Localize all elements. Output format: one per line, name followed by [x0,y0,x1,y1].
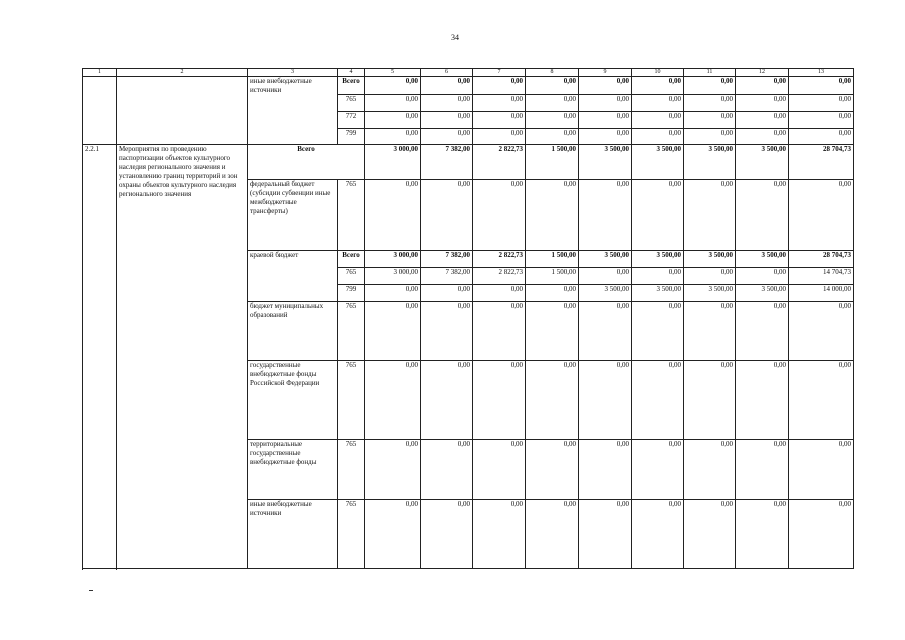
value-cell: 0,00 [789,112,854,129]
value-cell: 0,00 [632,302,684,361]
budget-table [82,68,854,569]
value-cell: 3 500,00 [579,251,632,268]
value-cell: 0,00 [736,302,789,361]
value-cell: 7 382,00 [421,268,473,285]
value-cell: 0,00 [684,361,736,440]
value-cell: 0,00 [684,440,736,500]
value-cell: 0,00 [579,77,632,95]
source-code: 765 [338,180,365,251]
regional-budget-label: краевой бюджет [248,251,338,302]
value-cell: 1 500,00 [526,145,579,180]
value-cell: 0,00 [473,361,526,440]
value-cell: 0,00 [421,112,473,129]
value-cell: 0,00 [736,268,789,285]
value-cell: 0,00 [579,268,632,285]
source-code: 765 [338,302,365,361]
value-cell: 3 500,00 [736,251,789,268]
value-cell: 0,00 [632,361,684,440]
column-number: 6 [421,69,473,77]
value-cell: 0,00 [473,95,526,112]
column-number-row [83,69,854,77]
source-code: 765 [338,500,365,569]
value-cell: 0,00 [736,500,789,569]
value-cell: 0,00 [421,77,473,95]
value-cell: 0,00 [473,77,526,95]
value-cell: 28 704,73 [789,251,854,268]
value-cell: 0,00 [526,440,579,500]
value-cell: 14 704,73 [789,268,854,285]
value-cell: 0,00 [365,129,421,145]
value-cell: 0,00 [365,112,421,129]
value-cell: 0,00 [365,95,421,112]
value-cell: 0,00 [789,361,854,440]
cont-source-cell: иные внебюджетные источники [248,77,338,145]
value-cell: 3 500,00 [736,285,789,302]
value-cell: 3 000,00 [365,251,421,268]
source-code: Всего [338,77,365,95]
source-code: 799 [338,129,365,145]
value-cell: 0,00 [365,285,421,302]
value-cell: 1 500,00 [526,251,579,268]
value-cell: 0,00 [421,180,473,251]
value-cell: 3 500,00 [684,145,736,180]
value-cell: 2 822,73 [473,268,526,285]
value-cell: 0,00 [473,440,526,500]
value-cell: 0,00 [684,112,736,129]
value-cell: 0,00 [579,440,632,500]
item-name: Мероприятия по проведению паспортизации объектов культурного наследия регионального значения и установлению границ территорий и зон охраны объектов культурного наследия регионального значения [117,145,248,569]
value-cell: 0,00 [473,112,526,129]
column-number: 2 [117,69,248,77]
value-cell: 1 500,00 [526,268,579,285]
value-cell: 2 822,73 [473,251,526,268]
column-number: 13 [789,69,854,77]
footer-mark [89,590,93,591]
value-cell: 0,00 [789,77,854,95]
value-cell: 0,00 [365,361,421,440]
value-cell: 28 704,73 [789,145,854,180]
cont-index-cell [83,77,117,145]
value-cell: 0,00 [736,77,789,95]
other-sources-label: иные внебюджетные источники [248,500,338,569]
value-cell: 0,00 [579,129,632,145]
value-cell: 0,00 [579,500,632,569]
item-index: 2.2.1 [83,145,117,569]
column-number: 11 [684,69,736,77]
value-cell: 0,00 [421,302,473,361]
column-number: 5 [365,69,421,77]
value-cell: 7 382,00 [421,145,473,180]
value-cell: 0,00 [526,361,579,440]
value-cell: 0,00 [632,440,684,500]
source-code: Всего [338,251,365,268]
column-number: 7 [473,69,526,77]
value-cell: 3 500,00 [632,145,684,180]
value-cell: 0,00 [789,500,854,569]
state-funds-label: государственные внебюджетные фонды Российской Федерации [248,361,338,440]
value-cell: 0,00 [526,500,579,569]
column-number: 9 [579,69,632,77]
value-cell: 0,00 [736,112,789,129]
value-cell: 0,00 [579,95,632,112]
value-cell: 0,00 [632,95,684,112]
value-cell: 3 000,00 [365,145,421,180]
value-cell: 0,00 [421,500,473,569]
column-number: 12 [736,69,789,77]
territorial-funds-label: территориальные государственные внебюджетные фонды [248,440,338,500]
value-cell: 0,00 [526,302,579,361]
column-number: 4 [338,69,365,77]
value-cell: 0,00 [526,95,579,112]
value-cell: 0,00 [365,500,421,569]
value-cell: 14 000,00 [789,285,854,302]
value-cell: 3 500,00 [736,145,789,180]
value-cell: 0,00 [632,129,684,145]
value-cell: 0,00 [632,112,684,129]
value-cell: 0,00 [421,95,473,112]
source-code: 772 [338,112,365,129]
total-label: Всего [248,145,365,180]
column-number: 1 [83,69,117,77]
value-cell: 3 500,00 [579,145,632,180]
value-cell: 0,00 [632,77,684,95]
municipal-budget-label: бюджет муниципальных образований [248,302,338,361]
value-cell: 0,00 [473,500,526,569]
value-cell: 3 500,00 [684,285,736,302]
source-code: 765 [338,440,365,500]
value-cell: 0,00 [736,180,789,251]
value-cell: 0,00 [365,440,421,500]
value-cell: 0,00 [579,112,632,129]
value-cell: 3 500,00 [684,251,736,268]
value-cell: 0,00 [684,500,736,569]
value-cell: 0,00 [526,285,579,302]
value-cell: 0,00 [365,77,421,95]
value-cell: 0,00 [421,129,473,145]
source-code: 765 [338,361,365,440]
source-code: 765 [338,95,365,112]
value-cell: 0,00 [526,112,579,129]
column-number: 3 [248,69,338,77]
value-cell: 0,00 [473,180,526,251]
value-cell: 0,00 [421,361,473,440]
federal-budget-label: федеральный бюджет (субсидии субвенции иные межбюджетные трансферты) [248,180,338,251]
value-cell: 0,00 [421,440,473,500]
table-row [83,145,854,180]
source-code: 799 [338,285,365,302]
page-number: 34 [451,33,459,42]
value-cell: 0,00 [789,180,854,251]
cont-name-cell [117,77,248,145]
value-cell: 0,00 [632,180,684,251]
value-cell: 0,00 [684,95,736,112]
value-cell: 0,00 [473,285,526,302]
value-cell: 0,00 [684,268,736,285]
value-cell: 0,00 [684,129,736,145]
value-cell: 0,00 [365,180,421,251]
value-cell: 0,00 [526,129,579,145]
value-cell: 7 382,00 [421,251,473,268]
value-cell: 0,00 [365,302,421,361]
value-cell: 0,00 [684,77,736,95]
value-cell: 3 500,00 [632,285,684,302]
value-cell: 0,00 [473,302,526,361]
value-cell: 0,00 [526,77,579,95]
column-number: 8 [526,69,579,77]
value-cell: 0,00 [579,180,632,251]
value-cell: 0,00 [526,180,579,251]
value-cell: 0,00 [789,440,854,500]
value-cell: 3 000,00 [365,268,421,285]
value-cell: 0,00 [736,361,789,440]
value-cell: 0,00 [736,440,789,500]
value-cell: 0,00 [789,95,854,112]
column-number: 10 [632,69,684,77]
value-cell: 0,00 [632,500,684,569]
value-cell: 0,00 [789,129,854,145]
value-cell: 0,00 [579,302,632,361]
value-cell: 0,00 [632,268,684,285]
table-row [83,77,854,95]
value-cell: 0,00 [789,302,854,361]
value-cell: 0,00 [421,285,473,302]
value-cell: 0,00 [736,129,789,145]
value-cell: 0,00 [473,129,526,145]
value-cell: 0,00 [579,361,632,440]
value-cell: 0,00 [684,180,736,251]
value-cell: 3 500,00 [632,251,684,268]
value-cell: 0,00 [684,302,736,361]
value-cell: 0,00 [736,95,789,112]
value-cell: 2 822,73 [473,145,526,180]
source-code: 765 [338,268,365,285]
value-cell: 3 500,00 [579,285,632,302]
